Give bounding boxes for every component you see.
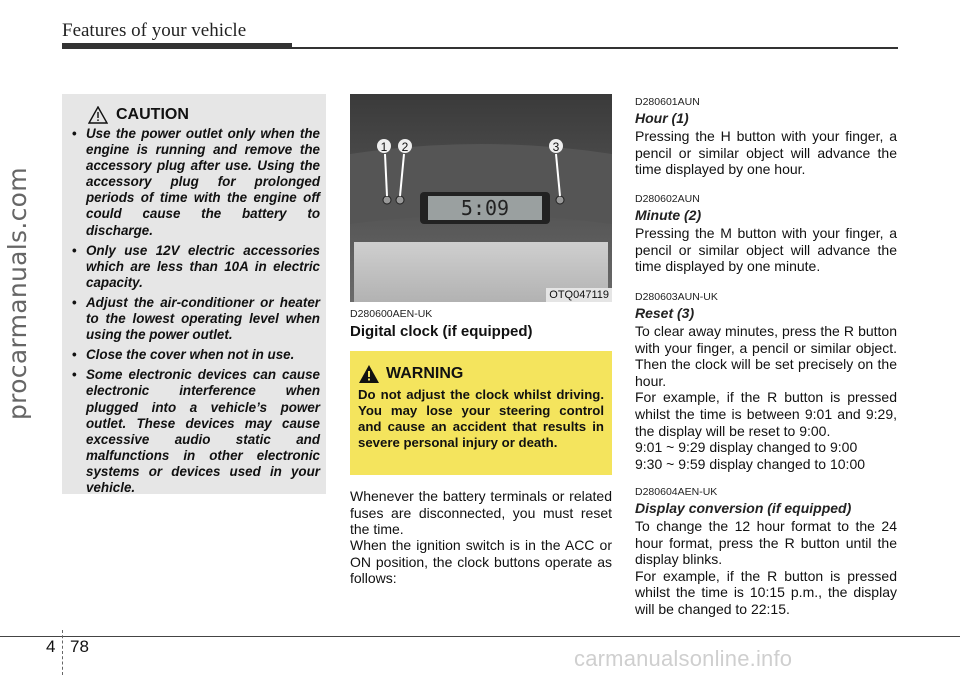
reset-line-2: 9:30 ~ 9:59 display changed to 10:00 xyxy=(635,455,866,472)
clock-paragraph-2: When the ignition switch is in the ACC or ON position, the clock buttons operate as follows: xyxy=(350,537,612,586)
hour-code: D280601AUN xyxy=(635,96,700,108)
caution-item: • Close the cover when not in use. xyxy=(72,347,320,363)
clock-display-text: 5:09 xyxy=(460,196,510,220)
reset-code: D280603AUN-UK xyxy=(635,291,718,303)
caution-item: • Some electronic devices can cause electronic interference when plugged into a vehicle’s power outlet. These devices may cause excessive audio static and malfunctions in other electronic systems or devices used in your vehicle. xyxy=(72,367,320,496)
minute-text: Pressing the M button with your finger, a pencil or similar object will advance the time displayed by one minute. xyxy=(635,225,897,275)
section-number: 4 xyxy=(46,637,56,656)
page-header-title: Features of your vehicle xyxy=(62,20,247,41)
callout-2: 2 xyxy=(401,140,409,154)
hour-section xyxy=(635,96,897,178)
warning-title: WARNING xyxy=(386,365,464,382)
footer-divider xyxy=(62,630,63,675)
callout-1: 1 xyxy=(380,140,388,154)
clock-illustration xyxy=(350,94,612,302)
caution-heading xyxy=(88,106,189,124)
caution-title: CAUTION xyxy=(116,106,189,123)
header-rule xyxy=(292,47,898,49)
display-conversion-text-2: For example, if the R button is pressed whilst the time is 10:15 p.m., the display will be changed to 22:15. xyxy=(635,567,897,617)
caution-box xyxy=(62,94,326,494)
reset-text-2: For example, if the R button is pressed whilst the time is between 9:01 and 9:29, the display will be reset to 9:00. xyxy=(635,389,897,439)
display-conversion-code: D280604AEN-UK xyxy=(635,486,718,498)
caution-item: • Use the power outlet only when the engine is running and remove the accessory plug after use. Using the accessory plug for prolonged periods of time with the engine off could cause the battery to discharge. xyxy=(72,126,320,239)
warning-triangle-icon xyxy=(358,364,380,384)
side-watermark-text: procarmanuals.com xyxy=(3,167,32,420)
footer-rule xyxy=(0,636,960,637)
reset-title: Reset (3) xyxy=(635,305,695,321)
minute-title: Minute (2) xyxy=(635,207,702,223)
reset-line-1: 9:01 ~ 9:29 display changed to 9:00 xyxy=(635,439,858,456)
reset-section xyxy=(635,291,897,472)
caution-list xyxy=(72,126,320,500)
bottom-watermark: carmanualsonline.info xyxy=(574,646,793,671)
minute-section xyxy=(635,193,897,275)
hour-title: Hour (1) xyxy=(635,110,689,126)
clock-section-title: Digital clock (if equipped) xyxy=(350,323,533,340)
minute-code: D280602AUN xyxy=(635,193,700,205)
hour-text: Pressing the H button with your finger, a pencil or similar object will advance the time displayed by one hour. xyxy=(635,128,897,178)
clock-paragraph-1: Whenever the battery terminals or related fuses are disconnected, you must reset the time. xyxy=(350,488,612,537)
clock-section-code: D280600AEN-UK xyxy=(350,308,433,320)
callout-3: 3 xyxy=(552,140,560,154)
reset-text-1: To clear away minutes, press the R button with your finger, a pencil or similar object. Then the clock will be set precisely on the hour. xyxy=(635,323,897,389)
display-conversion-text-1: To change the 12 hour format to the 24 hour format, press the R button until the display blinks. xyxy=(635,518,897,568)
caution-triangle-icon xyxy=(88,106,108,124)
header-bar xyxy=(62,43,292,49)
display-conversion-title: Display conversion (if equipped) xyxy=(635,500,852,516)
clock-photo xyxy=(350,94,612,302)
photo-caption: OTQ047119 xyxy=(546,288,612,302)
warning-text: Do not adjust the clock whilst driving. You may lose your steering control and cause an accident that results in severe personal injury or death. xyxy=(358,387,604,450)
display-conversion-section xyxy=(635,486,897,618)
page-number: 78 xyxy=(70,637,89,656)
caution-item: • Only use 12V electric accessories which are less than 10A in electric capacity. xyxy=(72,243,320,291)
warning-box xyxy=(350,351,612,475)
warning-heading xyxy=(358,364,463,384)
caution-item: • Adjust the air-conditioner or heater to the lowest operating level when using the power outlet. xyxy=(72,295,320,343)
